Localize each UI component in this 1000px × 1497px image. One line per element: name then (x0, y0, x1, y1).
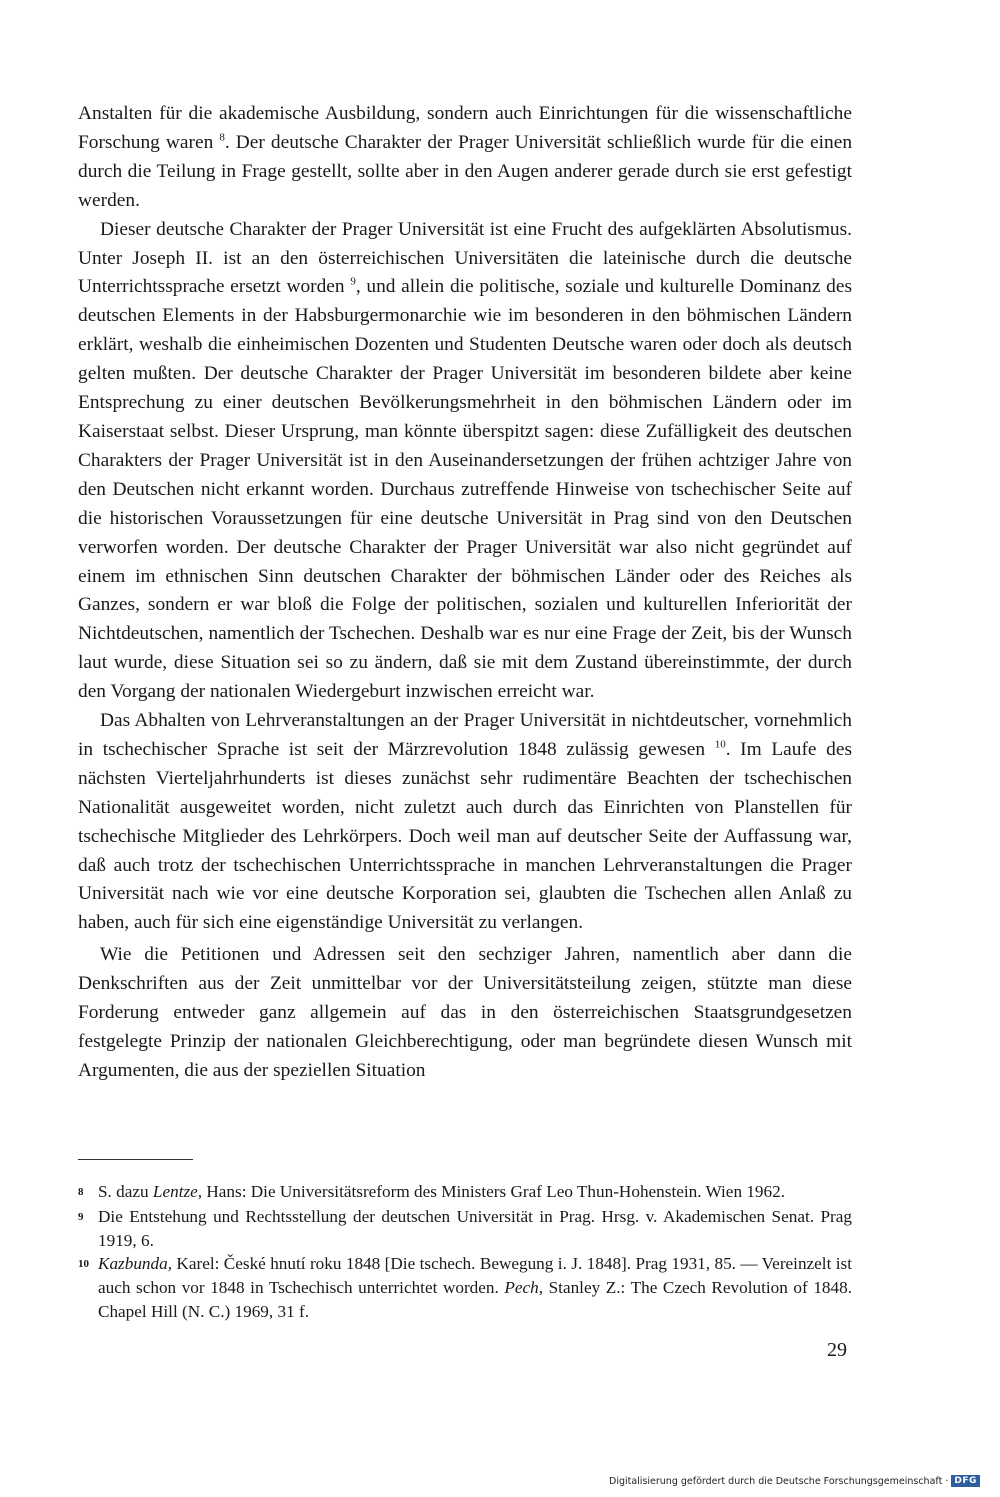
footnote-text: Die Entstehung und Rechtsstellung der deutschen Universität in Prag. Hrsg. v. Akademischen Senat. Prag 1919, 6. (98, 1206, 852, 1250)
footnote-number: 10 (78, 1258, 89, 1271)
author-name: Pech, (504, 1278, 544, 1298)
paragraph: Wie die Petitionen und Adressen seit den sechziger Jahren, namentlich aber dann die Denkschriften aus der Zeit unmittelbar vor der Universitätsteilung zeigen, stützte man diese Forderung entweder ganz allgemein auf das in den österreichischen Staatsgrundgesetzen festgelegte Prinzip der nationalen Gleichberechtigung, oder man begründete diesen Wunsch mit Argumenten, die aus der speziellen Situation (78, 944, 852, 1081)
footnote-ref: 10 (714, 738, 726, 751)
credit-text: Digitalisierung gefördert durch die Deutsche Forschungsgemeinschaft · (609, 1475, 949, 1487)
footnote-number: 9 (78, 1210, 84, 1223)
body-text (78, 100, 852, 1086)
author-name: Lentze, (152, 1182, 203, 1201)
dfg-logo-icon: DFG (951, 1475, 980, 1487)
paragraph: Das Abhalten von Lehrveranstaltungen an der Prager Universität in nichtdeutscher, vornehmlich in tschechischer Sprache ist seit der Märzrevolution 1848 zulässig gewesen $^{10}$. Im Laufe des nächsten Vierteljahrhunderts ist dieses zunächst sehr rudimentäre Beachten der tschechischen Nationalität ausgeweitet worden, nicht zuletzt auch durch das Einrichten von Planstellen für tschechische Mitglieder des Lehrkörpers. Doch weil man auf deutscher Seite der Auffassung war, daß auch trotz der tschechischen Unterrichtssprache in manchen Lehrveranstaltungen die Prager Universität nach wie vor eine deutsche Korporation sei, glaubten die Tschechen allen Anlaß zu haben, auch für sich eine eigenständige Universität zu verlangen. (78, 710, 852, 934)
paragraph: Anstalten für die akademische Ausbildung, sondern auch Einrichtungen für die wissenschaftliche Forschung waren $^8$. Der deutsche Charakter der Prager Universität schließlich wurde für die einen durch die Teilung in Frage gestellt, sollte aber in den Augen anderer gerade durch sie erst gefestigt werden. (78, 103, 853, 211)
footnote (78, 1180, 852, 1205)
page-number: 29 (827, 1339, 847, 1361)
footnote-ref: 9 (350, 275, 356, 288)
footnotes (78, 1180, 852, 1324)
footnote-text: Kazbunda, Karel: České hnutí roku 1848 [Die tschech. Bewegung i. J. 1848]. Prag 1931, 85. — Vereinzelt ist auch schon vor 1848 in Tschechisch unterrichtet worden. Pech, Stanley Z.: The Czech Revolution of 1848. Chapel Hill (N. C.) 1969, 31 f. (98, 1254, 852, 1321)
footnote (78, 1252, 852, 1323)
footnote-text: S. dazu Lentze, Hans: Die Universitätsreform des Ministers Graf Leo Thun-Hohenstein. Wien 1962. (98, 1182, 786, 1201)
footnote (78, 1205, 852, 1253)
footnote-number: 8 (78, 1186, 84, 1198)
footnote-ref: 8 (219, 131, 225, 144)
digitization-credit (609, 1475, 980, 1487)
footnote-divider (78, 1159, 193, 1160)
paragraph: Dieser deutsche Charakter der Prager Universität ist eine Frucht des aufgeklärten Absolutismus. Unter Joseph II. ist an den österreichischen Universitäten die lateinische durch die deutsche Unterrichtssprache ersetzt worden $^9$, und allein die politische, soziale und kulturelle Dominanz des deutschen Elements in der Habsburgermonarchie wie im besonderen in den böhmischen Ländern erklärt, weshalb die einheimischen Dozenten und Studenten Deutsche waren oder doch als deutsch gelten mußten. Der deutsche Charakter der Prager Universität im besonderen bildete aber keine Entsprechung zu einer deutschen Bevölkerungsmehrheit in den böhmischen Ländern oder im Kaiserstaat selbst. Dieser Ursprung, man könnte überspitzt sagen: diese Zufälligkeit des deutschen Charakters der Prager Universität ist in den Auseinandersetzungen der frühen achtziger Jahre von den Deutschen nicht erkannt worden. Durchaus zutreffende Hinweise von tschechischer Seite auf die historischen Voraussetzungen für eine deutsche Universität in Prag sind von den Deutschen verworfen worden. Der deutsche Charakter der Prager Universität war also nicht gegründet auf einem im ethnischen Sinn deutschen Charakter der böhmischen Länder oder des Reiches als Ganzes, sondern er war bloß die Folge der politischen, sozialen und kulturellen Inferiorität der Nichtdeutschen, namentlich der Tschechen. Deshalb war es nur eine Frage der Zeit, bis der Wunsch laut wurde, diese Situation sei so zu ändern, daß sie mit dem Zustand übereinstimmte, der durch den Vorgang der nationalen Wiedergeburt inzwischen erreicht war. (78, 218, 852, 703)
author-name: Kazbunda, (98, 1254, 173, 1274)
